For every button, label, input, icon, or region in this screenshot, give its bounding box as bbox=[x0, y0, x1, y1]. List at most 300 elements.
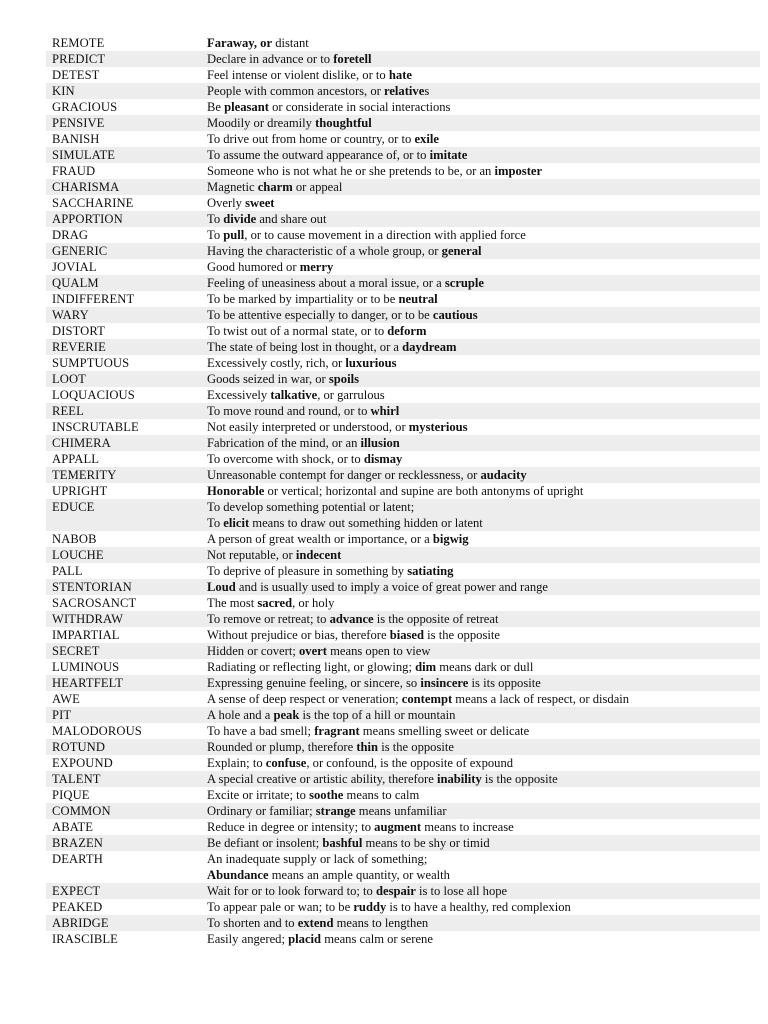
definition-keyword: peak bbox=[273, 708, 300, 722]
table-row bbox=[46, 803, 760, 819]
vocabulary-definition bbox=[201, 483, 760, 499]
definition-text: , or confound, is the opposite of expound bbox=[306, 756, 514, 770]
vocabulary-definition bbox=[201, 547, 760, 563]
table-row bbox=[46, 611, 760, 627]
definition-keyword: neutral bbox=[398, 292, 438, 306]
vocabulary-word: DRAG bbox=[52, 228, 89, 242]
definition-text: To overcome with shock, or to bbox=[207, 452, 364, 466]
definition-text: A special creative or artistic ability, therefore bbox=[207, 772, 437, 786]
definition-keyword: indecent bbox=[295, 548, 342, 562]
vocabulary-definition bbox=[201, 51, 760, 67]
definition-keyword: despair bbox=[375, 884, 416, 898]
vocabulary-word: LOUCHE bbox=[46, 547, 201, 563]
vocabulary-definition bbox=[201, 611, 760, 627]
definition-text: means smelling sweet or delicate bbox=[359, 724, 530, 738]
vocabulary-word: DEARTH bbox=[52, 852, 103, 866]
definition-text: means to be shy or timid bbox=[362, 836, 490, 850]
vocabulary-word: ABRIDGE bbox=[46, 915, 201, 931]
definition-text: The most bbox=[207, 596, 258, 610]
table-row bbox=[46, 483, 760, 499]
table-row bbox=[46, 451, 760, 467]
vocabulary-table-body bbox=[46, 35, 760, 947]
vocabulary-definition bbox=[201, 163, 760, 179]
definition-text: means unfamiliar bbox=[355, 804, 447, 818]
table-row bbox=[46, 323, 760, 339]
vocabulary-word: APPORTION bbox=[46, 211, 201, 227]
vocabulary-definition bbox=[201, 371, 760, 387]
vocabulary-word: JOVIAL bbox=[52, 260, 97, 274]
definition-text: To be attentive especially to danger, or to be bbox=[207, 308, 433, 322]
definition-text: or vertical; horizontal and supine are both antonyms of upright bbox=[264, 484, 584, 498]
vocabulary-definition bbox=[201, 819, 760, 835]
definition-text: Declare in advance or to bbox=[207, 52, 334, 66]
definition-text: Rounded or plump, therefore bbox=[207, 740, 357, 754]
definition-keyword: pleasant bbox=[224, 100, 269, 114]
vocabulary-definition bbox=[201, 243, 760, 259]
vocabulary-word: SACROSANCT bbox=[52, 596, 137, 610]
definition-text: Reduce in degree or intensity; to bbox=[207, 820, 375, 834]
table-row bbox=[46, 579, 760, 595]
vocabulary-word: LOQUACIOUS bbox=[52, 388, 135, 402]
definition-keyword: mysterious bbox=[408, 420, 468, 434]
definition-text: means dark or dull bbox=[436, 660, 534, 674]
vocabulary-word: QUALM bbox=[46, 275, 201, 291]
definition-text: To be marked by impartiality or to be bbox=[207, 292, 399, 306]
definition-text: Be bbox=[207, 100, 225, 114]
definition-keyword: scruple bbox=[444, 276, 485, 290]
table-row bbox=[46, 387, 760, 403]
vocabulary-word: LUMINOUS bbox=[52, 660, 120, 674]
definition-keyword: strange bbox=[315, 804, 356, 818]
definition-text: Excessively bbox=[207, 388, 271, 402]
vocabulary-definition bbox=[201, 531, 760, 547]
vocabulary-word: UPRIGHT bbox=[52, 484, 108, 498]
definition-text: Explain; to bbox=[207, 756, 266, 770]
definition-text: Magnetic bbox=[207, 180, 258, 194]
definition-keyword: dismay bbox=[363, 452, 403, 466]
definition-text: , or to cause movement in a direction with applied force bbox=[244, 228, 526, 242]
definition-text: To assume the outward appearance of, or to bbox=[207, 148, 430, 162]
vocabulary-word: PIQUE bbox=[52, 788, 90, 802]
vocabulary-definition bbox=[201, 179, 760, 195]
definition-keyword: spoils bbox=[328, 372, 360, 386]
definition-text: The state of being lost in thought, or a bbox=[207, 340, 403, 354]
definition-text: Excessively costly, rich, or bbox=[207, 356, 346, 370]
vocabulary-definition bbox=[201, 99, 760, 115]
vocabulary-word: SACCHARINE bbox=[52, 196, 134, 210]
table-row bbox=[46, 115, 760, 131]
table-row bbox=[46, 275, 760, 291]
definition-text: Wait for or to look forward to; to bbox=[207, 884, 376, 898]
definition-text: Goods seized in war, or bbox=[207, 372, 329, 386]
table-row bbox=[46, 163, 760, 179]
definition-text: s bbox=[424, 84, 430, 98]
vocabulary-definition bbox=[201, 787, 760, 803]
vocabulary-definition bbox=[201, 467, 760, 483]
definition-text: is the opposite of retreat bbox=[373, 612, 499, 626]
table-row bbox=[46, 691, 760, 707]
vocabulary-word: ABATE bbox=[52, 820, 94, 834]
definition-text: A sense of deep respect or veneration; bbox=[207, 692, 402, 706]
definition-keyword: thoughtful bbox=[315, 116, 372, 130]
definition-text: People with common ancestors, or bbox=[207, 84, 384, 98]
vocabulary-word: IRASCIBLE bbox=[52, 932, 118, 946]
definition-text: To deprive of pleasure in something by bbox=[207, 564, 408, 578]
definition-text: To remove or retreat; to bbox=[207, 612, 330, 626]
definition-text: To appear pale or wan; to be bbox=[207, 900, 354, 914]
definition-keyword: Honorable bbox=[207, 484, 265, 498]
table-row bbox=[46, 723, 760, 739]
definition-text: means to lengthen bbox=[333, 916, 429, 930]
definition-keyword: merry bbox=[299, 260, 334, 274]
definition-text: To drive out from home or country, or to bbox=[207, 132, 415, 146]
vocabulary-word: PALL bbox=[52, 564, 83, 578]
vocabulary-definition bbox=[201, 211, 760, 227]
table-row bbox=[46, 51, 760, 67]
table-row bbox=[46, 291, 760, 307]
definition-text: An inadequate supply or lack of something; bbox=[207, 852, 428, 866]
definition-keyword: soothe bbox=[309, 788, 344, 802]
definition-text: is the top of a hill or mountain bbox=[299, 708, 456, 722]
table-row bbox=[46, 899, 760, 915]
definition-keyword: deform bbox=[387, 324, 427, 338]
vocabulary-definition bbox=[201, 627, 760, 643]
definition-text: Having the characteristic of a whole group, or bbox=[207, 244, 442, 258]
table-row bbox=[46, 755, 760, 771]
table-row bbox=[46, 627, 760, 643]
definition-keyword: Abundance bbox=[207, 868, 269, 882]
vocabulary-word: SECRET bbox=[46, 643, 201, 659]
vocabulary-word: NABOB bbox=[52, 532, 97, 546]
table-row bbox=[46, 675, 760, 691]
vocabulary-definition bbox=[201, 419, 760, 435]
vocabulary-word: WARY bbox=[46, 307, 201, 323]
vocabulary-definition bbox=[201, 339, 760, 355]
definition-keyword: whirl bbox=[370, 404, 400, 418]
table-row bbox=[46, 931, 760, 947]
vocabulary-definition bbox=[201, 595, 760, 611]
vocabulary-definition bbox=[201, 35, 760, 51]
table-row bbox=[46, 147, 760, 163]
table-row bbox=[46, 35, 760, 51]
definition-text: To shorten and to bbox=[207, 916, 298, 930]
definition-keyword: hate bbox=[388, 68, 412, 82]
table-row bbox=[46, 307, 760, 323]
definition-text: is the opposite bbox=[424, 628, 500, 642]
vocabulary-word: DETEST bbox=[52, 68, 100, 82]
table-row bbox=[46, 499, 760, 531]
vocabulary-definition bbox=[201, 771, 760, 787]
definition-keyword: sweet bbox=[245, 196, 275, 210]
table-row bbox=[46, 787, 760, 803]
definition-keyword: thin bbox=[356, 740, 379, 754]
vocabulary-word: KIN bbox=[46, 83, 201, 99]
table-row bbox=[46, 595, 760, 611]
vocabulary-word: APPALL bbox=[52, 452, 100, 466]
definition-keyword: extend bbox=[297, 916, 334, 930]
vocabulary-definition bbox=[201, 67, 760, 83]
vocabulary-definition bbox=[201, 131, 760, 147]
vocabulary-word: EXPOUND bbox=[52, 756, 113, 770]
definition-text: means to calm bbox=[343, 788, 420, 802]
vocabulary-definition bbox=[201, 259, 760, 275]
definition-text: Radiating or reflecting light, or glowing; bbox=[207, 660, 416, 674]
definition-text: Feel intense or violent dislike, or to bbox=[207, 68, 389, 82]
table-row bbox=[46, 819, 760, 835]
vocabulary-word: BRAZEN bbox=[46, 835, 201, 851]
definition-text: To twist out of a normal state, or to bbox=[207, 324, 388, 338]
definition-text: means a lack of respect, or disdain bbox=[452, 692, 630, 706]
vocabulary-definition bbox=[201, 83, 760, 99]
definition-text: , or garrulous bbox=[317, 388, 385, 402]
vocabulary-word: SUMPTUOUS bbox=[52, 356, 130, 370]
vocabulary-word: BANISH bbox=[52, 132, 100, 146]
table-row bbox=[46, 547, 760, 563]
table-row bbox=[46, 67, 760, 83]
vocabulary-definition bbox=[201, 675, 760, 691]
table-row bbox=[46, 211, 760, 227]
vocabulary-definition bbox=[201, 915, 760, 931]
vocabulary-definition bbox=[201, 755, 760, 771]
definition-keyword: Faraway, or bbox=[207, 36, 273, 50]
vocabulary-definition bbox=[201, 883, 760, 899]
vocabulary-definition bbox=[201, 147, 760, 163]
vocabulary-word: SIMULATE bbox=[46, 147, 201, 163]
definition-keyword: relative bbox=[383, 84, 425, 98]
definition-text: Overly bbox=[207, 196, 246, 210]
definition-keyword: contempt bbox=[401, 692, 453, 706]
definition-keyword: foretell bbox=[333, 52, 372, 66]
definition-keyword: imposter bbox=[494, 164, 543, 178]
table-row bbox=[46, 531, 760, 547]
vocabulary-word: WITHDRAW bbox=[46, 611, 201, 627]
table-row bbox=[46, 435, 760, 451]
vocabulary-word: REMOTE bbox=[52, 36, 105, 50]
vocabulary-word: IMPARTIAL bbox=[52, 628, 120, 642]
vocabulary-word: CHIMERA bbox=[46, 435, 201, 451]
vocabulary-word: TEMERITY bbox=[46, 467, 201, 483]
definition-keyword: Loud bbox=[207, 580, 236, 594]
definition-text: To develop something potential or latent; bbox=[207, 500, 415, 514]
table-row bbox=[46, 355, 760, 371]
table-row bbox=[46, 883, 760, 899]
table-row bbox=[46, 707, 760, 723]
vocabulary-definition bbox=[201, 115, 760, 131]
vocabulary-word: PENSIVE bbox=[46, 115, 201, 131]
vocabulary-word: LOOT bbox=[46, 371, 201, 387]
definition-text: Moodily or dreamily bbox=[207, 116, 316, 130]
definition-text: Without prejudice or bias, therefore bbox=[207, 628, 390, 642]
definition-text: and is usually used to imply a voice of great power and range bbox=[235, 580, 549, 594]
vocabulary-table bbox=[46, 35, 760, 947]
definition-keyword: charm bbox=[257, 180, 293, 194]
definition-text: Excite or irritate; to bbox=[207, 788, 310, 802]
vocabulary-definition bbox=[201, 323, 760, 339]
table-row bbox=[46, 771, 760, 787]
table-row bbox=[46, 659, 760, 675]
table-row bbox=[46, 739, 760, 755]
definition-keyword: augment bbox=[374, 820, 422, 834]
definition-keyword: imitate bbox=[429, 148, 468, 162]
definition-keyword: fragrant bbox=[314, 724, 360, 738]
vocabulary-definition bbox=[201, 707, 760, 723]
definition-text: or appeal bbox=[292, 180, 343, 194]
definition-keyword: luxurious bbox=[345, 356, 397, 370]
vocabulary-definition bbox=[201, 403, 760, 419]
vocabulary-word: PEAKED bbox=[52, 900, 103, 914]
vocabulary-word: DISTORT bbox=[52, 324, 105, 338]
definition-text: To bbox=[207, 516, 224, 530]
vocabulary-word: MALODOROUS bbox=[52, 724, 142, 738]
definition-text: is the opposite bbox=[378, 740, 454, 754]
definition-keyword: pull bbox=[223, 228, 245, 242]
definition-text: distant bbox=[272, 36, 309, 50]
table-row bbox=[46, 99, 760, 115]
table-row bbox=[46, 131, 760, 147]
vocabulary-definition bbox=[201, 931, 760, 947]
vocabulary-word: REEL bbox=[46, 403, 201, 419]
vocabulary-definition bbox=[201, 691, 760, 707]
definition-text: Feeling of uneasiness about a moral issue, or a bbox=[207, 276, 445, 290]
definition-keyword: insincere bbox=[420, 676, 469, 690]
vocabulary-word: EXPECT bbox=[46, 883, 201, 899]
definition-keyword: advance bbox=[329, 612, 374, 626]
definition-keyword: satiating bbox=[407, 564, 454, 578]
vocabulary-definition bbox=[201, 387, 760, 403]
table-row bbox=[46, 467, 760, 483]
table-row bbox=[46, 643, 760, 659]
table-row bbox=[46, 851, 760, 883]
definition-keyword: exile bbox=[414, 132, 439, 146]
definition-text: is to have a healthy, red complexion bbox=[386, 900, 571, 914]
definition-text: Fabrication of the mind, or an bbox=[207, 436, 361, 450]
definition-keyword: sacred bbox=[257, 596, 293, 610]
vocabulary-definition bbox=[201, 291, 760, 307]
vocabulary-word: GENERIC bbox=[46, 243, 201, 259]
vocabulary-word: REVERIE bbox=[46, 339, 201, 355]
vocabulary-definition bbox=[201, 451, 760, 467]
vocabulary-definition bbox=[201, 355, 760, 371]
definition-text: or considerate in social interactions bbox=[268, 100, 451, 114]
definition-text: , or holy bbox=[292, 596, 335, 610]
definition-text: Someone who is not what he or she pretends to be, or an bbox=[207, 164, 495, 178]
table-row bbox=[46, 339, 760, 355]
definition-keyword: elicit bbox=[223, 516, 250, 530]
vocabulary-definition bbox=[201, 195, 760, 211]
definition-keyword: cautious bbox=[432, 308, 478, 322]
vocabulary-definition bbox=[201, 643, 760, 659]
vocabulary-word: GRACIOUS bbox=[52, 100, 118, 114]
table-row bbox=[46, 83, 760, 99]
definition-text: Expressing genuine feeling, or sincere, so bbox=[207, 676, 421, 690]
vocabulary-definition bbox=[201, 723, 760, 739]
vocabulary-definition bbox=[201, 835, 760, 851]
definition-text: means open to view bbox=[326, 644, 431, 658]
vocabulary-definition bbox=[201, 435, 760, 451]
vocabulary-definition bbox=[201, 579, 760, 595]
table-row bbox=[46, 563, 760, 579]
definition-text: and share out bbox=[256, 212, 327, 226]
vocabulary-word: TALENT bbox=[46, 771, 201, 787]
definition-keyword: placid bbox=[288, 932, 322, 946]
definition-keyword: illusion bbox=[360, 436, 400, 450]
vocabulary-definition bbox=[201, 227, 760, 243]
definition-text: A person of great wealth or importance, or a bbox=[207, 532, 433, 546]
vocabulary-definition bbox=[201, 739, 760, 755]
vocabulary-word: INSCRUTABLE bbox=[52, 420, 139, 434]
table-row bbox=[46, 259, 760, 275]
vocabulary-word: STENTORIAN bbox=[46, 579, 201, 595]
vocabulary-word: CHARISMA bbox=[46, 179, 201, 195]
definition-text: is the opposite bbox=[481, 772, 558, 786]
definition-keyword: bashful bbox=[322, 836, 363, 850]
definition-text: A hole and a bbox=[207, 708, 274, 722]
vocabulary-definition bbox=[201, 851, 760, 883]
vocabulary-word: PIT bbox=[46, 707, 201, 723]
definition-keyword: audacity bbox=[480, 468, 527, 482]
definition-text: Easily angered; bbox=[207, 932, 289, 946]
vocabulary-definition bbox=[201, 307, 760, 323]
definition-keyword: bigwig bbox=[432, 532, 469, 546]
definition-text: Be defiant or insolent; bbox=[207, 836, 323, 850]
definition-text: means an ample quantity, or wealth bbox=[268, 868, 450, 882]
table-row bbox=[46, 243, 760, 259]
table-row bbox=[46, 195, 760, 211]
definition-text: Not easily interpreted or understood, or bbox=[207, 420, 409, 434]
definition-keyword: confuse bbox=[265, 756, 307, 770]
definition-text: Unreasonable contempt for danger or recklessness, or bbox=[207, 468, 481, 482]
definition-text: is to lose all hope bbox=[415, 884, 508, 898]
vocabulary-definition bbox=[201, 499, 760, 531]
definition-text: means calm or serene bbox=[321, 932, 433, 946]
table-row bbox=[46, 915, 760, 931]
vocabulary-word: ROTUND bbox=[46, 739, 201, 755]
table-row bbox=[46, 403, 760, 419]
table-row bbox=[46, 419, 760, 435]
definition-keyword: overt bbox=[298, 644, 327, 658]
definition-text: Good humored or bbox=[207, 260, 300, 274]
definition-keyword: inability bbox=[436, 772, 482, 786]
vocabulary-definition bbox=[201, 803, 760, 819]
vocabulary-word: FRAUD bbox=[52, 164, 96, 178]
definition-text: Hidden or covert; bbox=[207, 644, 299, 658]
definition-text: means to increase bbox=[421, 820, 514, 834]
definition-text: To bbox=[207, 228, 224, 242]
vocabulary-definition bbox=[201, 563, 760, 579]
definition-keyword: divide bbox=[223, 212, 257, 226]
table-row bbox=[46, 179, 760, 195]
vocabulary-definition bbox=[201, 659, 760, 675]
vocabulary-word: AWE bbox=[52, 692, 80, 706]
table-row bbox=[46, 371, 760, 387]
definition-keyword: talkative bbox=[270, 388, 318, 402]
vocabulary-word: COMMON bbox=[46, 803, 201, 819]
definition-text: Not reputable, or bbox=[207, 548, 296, 562]
definition-keyword: ruddy bbox=[353, 900, 387, 914]
vocabulary-definition bbox=[201, 275, 760, 291]
definition-text: Ordinary or familiar; bbox=[207, 804, 316, 818]
definition-keyword: biased bbox=[389, 628, 425, 642]
vocabulary-word: INDIFFERENT bbox=[52, 292, 135, 306]
definition-keyword: dim bbox=[415, 660, 437, 674]
vocabulary-word: PREDICT bbox=[46, 51, 201, 67]
definition-text: means to draw out something hidden or latent bbox=[249, 516, 483, 530]
vocabulary-definition bbox=[201, 899, 760, 915]
definition-text: To have a bad smell; bbox=[207, 724, 315, 738]
definition-text: To bbox=[207, 212, 224, 226]
definition-text: is its opposite bbox=[468, 676, 541, 690]
table-row bbox=[46, 227, 760, 243]
